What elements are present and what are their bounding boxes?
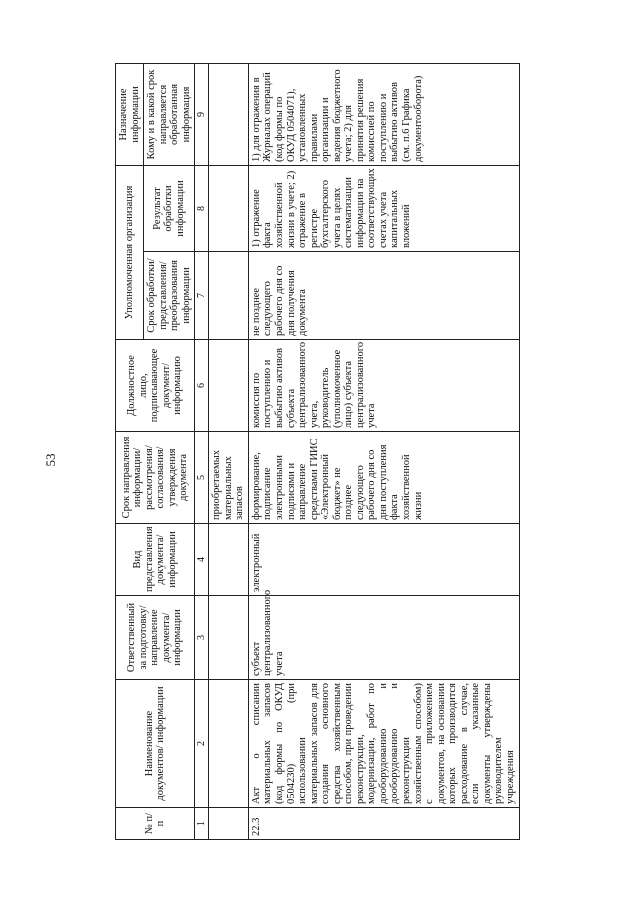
row-number-cell: 22.3 (248, 808, 519, 840)
official-cell: комиссия по поступлению и выбытию активов субъекта централизованного учета, руководитель (уполномоченное лицо) субъекта централизованного учета (248, 340, 519, 432)
header-recipient: Кому и в какой срок направляется обработанная информация (144, 64, 195, 166)
column-number-row (195, 64, 209, 840)
processing-term-cell: не позднее следующего рабочего дня со дня получения документа (248, 252, 519, 340)
col-number: 3 (195, 596, 209, 680)
col-number: 1 (195, 808, 209, 840)
header-responsible: Ответственный за подготовку/ направление документа/ информации (116, 596, 195, 680)
header-row-1 (116, 64, 144, 840)
col-number: 6 (195, 340, 209, 432)
header-name: Наименование документов/ информации (116, 680, 195, 808)
rotated-table-frame (115, 64, 573, 840)
document-name-cell: Акт о списании материальных запасов (код формы по ОКУД 0504230) (при использовании материальных запасов для создания основного средства хозяйственным способом, при проведении реконструкции, модернизации, работ по дооборудованию и дооборудованию и реконструкции хозяйственным способом) с приложением документов, на основании которых производится расходование в случае, если указанные документы утверждены руководителем учреждения (248, 680, 519, 808)
continuation-row (209, 64, 249, 840)
view-cell: электронный (248, 524, 519, 596)
header-group-purpose: Назначение информации (116, 64, 144, 166)
col-number: 5 (195, 432, 209, 524)
header-result: Результат обработки информации (144, 166, 195, 252)
result-cell: 1) отражение факта хозяйственной жизни в учете; 2) отражение в регистре бухгалтерского учета в целях систематизации информации на соответствующих счетах учета капитальных вложений (248, 166, 519, 252)
col-number: 7 (195, 252, 209, 340)
page-number: 53 (43, 453, 58, 467)
header-official: Должностное лицо, подписывающее документ/ информацию (116, 340, 195, 432)
col-number: 8 (195, 166, 209, 252)
purpose-cell: 1) для отражения в Журналах операций (код формы по ОКУД 0504071), установленных правилами организации и ведения бюджетного учета; 2) для принятия решения комиссией по поступлению и выбытию активов (см. п.6 Графика документооборота) (248, 64, 519, 166)
term-cell: формирование, подписание электронными подписями и направление средствами ГИИС «Электронный бюджет» не позднее следующего рабочего дня со дня поступления факта хозяйственной жизни (248, 432, 519, 524)
col-number: 4 (195, 524, 209, 596)
header-num: № п/п (116, 808, 195, 840)
responsible-cell: субъект централизованного учета (248, 596, 519, 680)
document-flow-table (115, 63, 520, 840)
col-number: 2 (195, 680, 209, 808)
col-number: 9 (195, 64, 209, 166)
header-group-organization: Уполномоченная организация (116, 166, 144, 340)
header-processing-term: Срок обработки/ представления/ преобразования информации (144, 252, 195, 340)
header-view: Вид представления документа/ информации (116, 524, 195, 596)
table-row (248, 64, 519, 840)
continuation-term-cell: приобретаемых материальных запасов (209, 432, 249, 524)
header-term: Срок направления информации/ рассмотрения/ согласования/ утверждения документа (116, 432, 195, 524)
